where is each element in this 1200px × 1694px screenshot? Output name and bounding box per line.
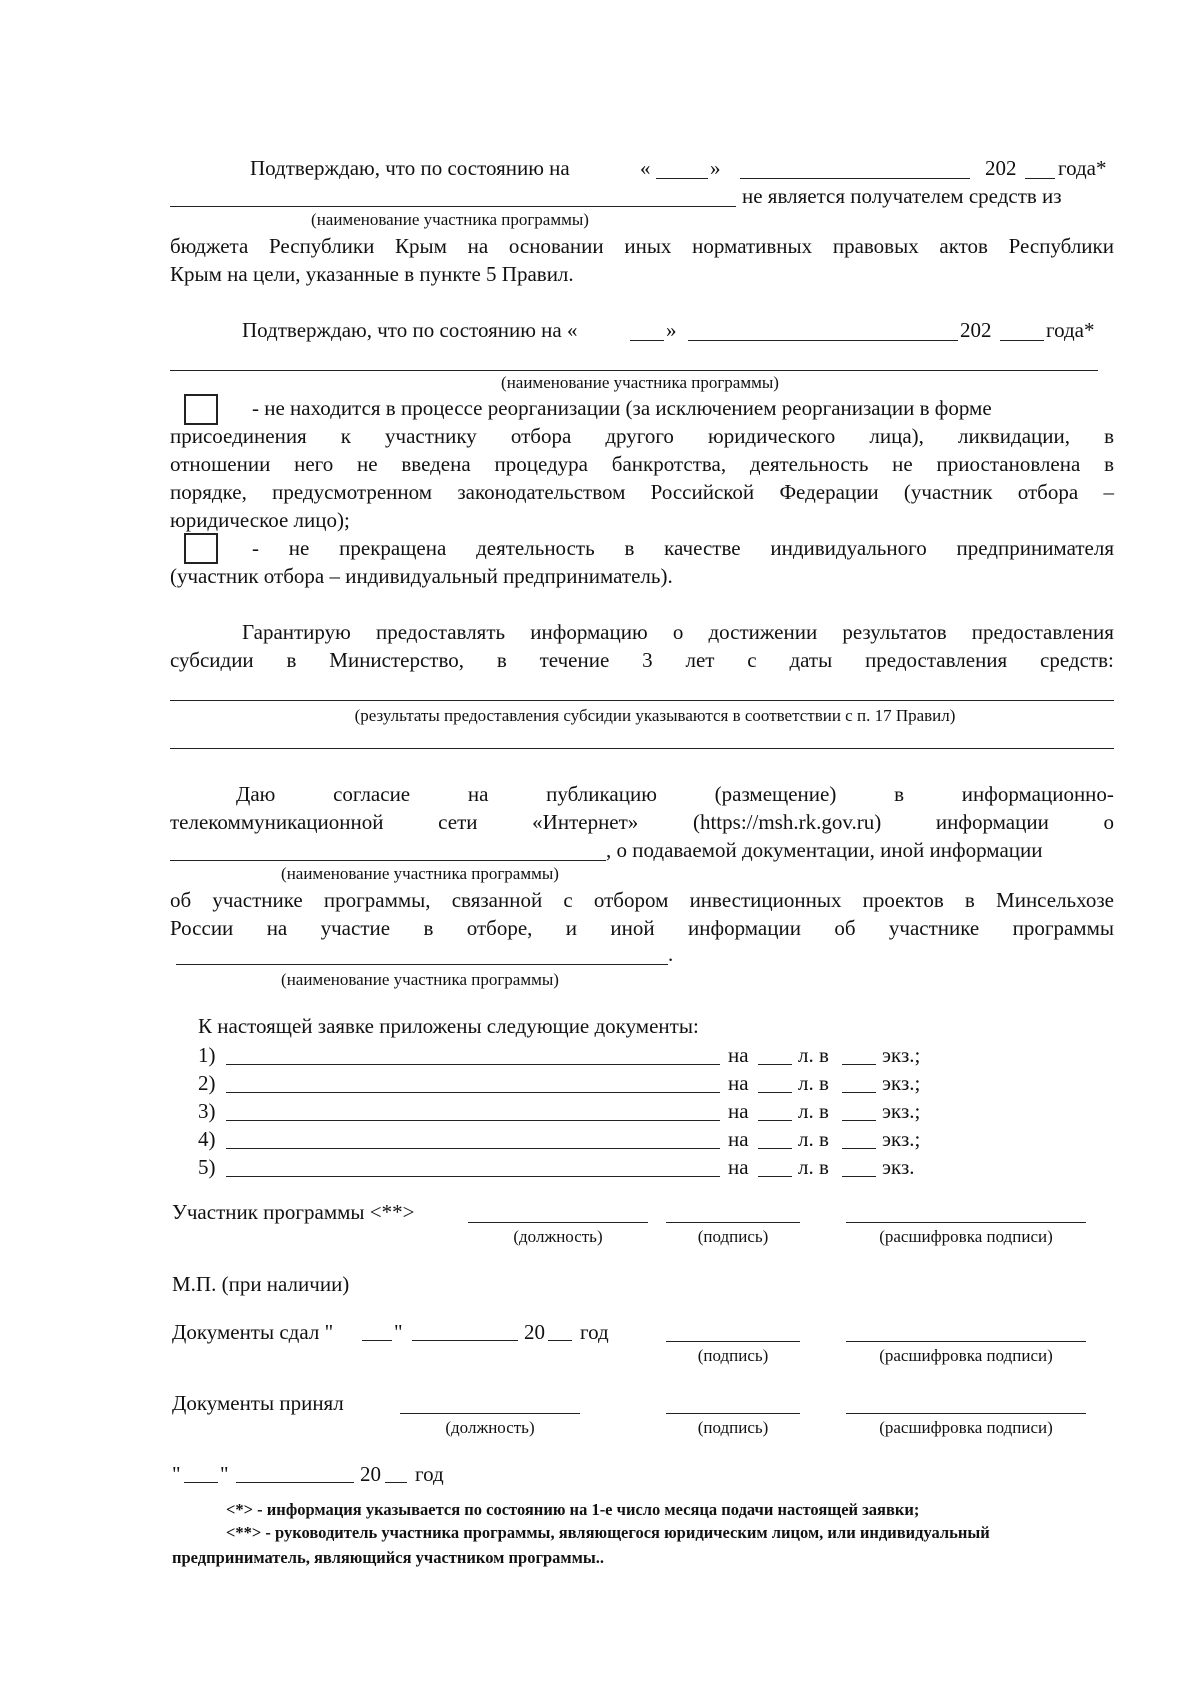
attachment-ekz: экз.; <box>882 1099 921 1123</box>
block4-line5: России на участие в отборе, и иной информации об участнике программы <box>170 916 1114 940</box>
date-open-quote: " <box>172 1462 181 1486</box>
block1-caption: (наименование участника программы) <box>311 210 589 229</box>
participant-decoding-field[interactable] <box>846 1222 1086 1223</box>
date-year-field[interactable] <box>385 1482 407 1483</box>
attachment-l: л. в <box>798 1127 829 1151</box>
submitted-day-field[interactable] <box>362 1340 392 1341</box>
block4-caption1: (наименование участника программы) <box>281 864 559 883</box>
attachment-na: на <box>728 1043 749 1067</box>
attachment-name-field[interactable] <box>226 1092 720 1093</box>
accepted-decoding-caption: (расшифровка подписи) <box>879 1418 1053 1437</box>
footnote-1: <*> - информация указывается по состоянию на 1-е число месяца подачи настоящей заявки; <box>226 1500 920 1519</box>
block4-line2: телекоммуникационной сети «Интернет» (https://msh.rk.gov.ru) информации о <box>170 810 1114 834</box>
block2-year-suffix: года* <box>1046 318 1095 342</box>
participant-label: Участник программы <**> <box>172 1200 415 1224</box>
attachment-copies-field[interactable] <box>842 1176 876 1177</box>
block1-line2: Крым на цели, указанные в пункте 5 Правил. <box>170 262 574 286</box>
attachment-l: л. в <box>798 1071 829 1095</box>
option2-last-line: (участник отбора – индивидуальный предприниматель). <box>170 564 673 588</box>
accepted-position-field[interactable] <box>400 1413 580 1414</box>
attachment-pages-field[interactable] <box>758 1092 792 1093</box>
submitted-signature-caption: (подпись) <box>697 1346 769 1365</box>
submitted-signature-field[interactable] <box>666 1341 800 1342</box>
attachment-name-field[interactable] <box>226 1120 720 1121</box>
date-day-field[interactable] <box>184 1482 218 1483</box>
block1-not-recipient: не является получателем средств из <box>742 184 1062 208</box>
submitted-quote: " <box>394 1320 403 1344</box>
block2-day-field[interactable] <box>630 340 664 341</box>
participant-position-field[interactable] <box>468 1222 648 1223</box>
block2-participant-field[interactable] <box>170 370 1098 371</box>
attachment-l: л. в <box>798 1043 829 1067</box>
attachment-name-field[interactable] <box>226 1148 720 1149</box>
block1-year-field[interactable] <box>1025 178 1055 179</box>
attachment-num: 2) <box>198 1071 216 1095</box>
block2-year-field[interactable] <box>1000 340 1044 341</box>
option2-first-line: - не прекращена деятельность в качестве индивидуального предпринимателя <box>252 536 1114 560</box>
submitted-year: 20 <box>524 1320 545 1344</box>
option1-line3: отношении него не введена процедура банкротства, деятельность не приостановлена в <box>170 452 1114 476</box>
participant-position-caption: (должность) <box>513 1227 603 1246</box>
participant-decoding-caption: (расшифровка подписи) <box>879 1227 1053 1246</box>
option1-checkbox[interactable] <box>184 394 218 425</box>
block1-year-suffix: года* <box>1058 156 1107 180</box>
attachment-name-field[interactable] <box>226 1064 720 1065</box>
attachment-num: 5) <box>198 1155 216 1179</box>
block4-caption2: (наименование участника программы) <box>281 970 559 989</box>
attachment-l: л. в <box>798 1099 829 1123</box>
block4-participant-field-2[interactable] <box>176 964 668 965</box>
date-year: 20 <box>360 1462 381 1486</box>
block3-line2: субсидии в Министерство, в течение 3 лет с даты предоставления средств: <box>170 648 1114 672</box>
submitted-label: Документы сдал " <box>172 1320 334 1344</box>
attachment-pages-field[interactable] <box>758 1148 792 1149</box>
submitted-month-field[interactable] <box>412 1340 518 1341</box>
attachment-na: на <box>728 1155 749 1179</box>
attachment-name-field[interactable] <box>226 1176 720 1177</box>
block1-month-field[interactable] <box>740 178 970 179</box>
block1-date-open: « <box>640 156 651 180</box>
block1-line1: бюджета Республики Крым на основании иных нормативных правовых актов Республики <box>170 234 1114 258</box>
attachment-num: 3) <box>198 1099 216 1123</box>
option1-last-line: юридическое лицо); <box>170 508 350 532</box>
stamp-label: М.П. (при наличии) <box>172 1272 350 1296</box>
block2-confirm-text: Подтверждаю, что по состоянию на « <box>242 318 578 342</box>
block4-line3-tail: , о подаваемой документации, иной информации <box>606 838 1043 862</box>
accepted-signature-caption: (подпись) <box>697 1418 769 1437</box>
option1-first-line: - не находится в процессе реорганизации (за исключением реорганизации в форме <box>252 396 992 420</box>
date-close-quote: " <box>220 1462 229 1486</box>
option2-checkbox[interactable] <box>184 533 218 564</box>
attachment-num: 1) <box>198 1043 216 1067</box>
block3-line1: Гарантирую предоставлять информацию о достижении результатов предоставления <box>242 620 1114 644</box>
block2-month-field[interactable] <box>688 340 958 341</box>
attachment-copies-field[interactable] <box>842 1120 876 1121</box>
results-field-2[interactable] <box>170 748 1114 749</box>
footnote-2-line1: <**> - руководитель участника программы, являющегося юридическим лицом, или индивидуальный <box>226 1523 990 1542</box>
attachment-copies-field[interactable] <box>842 1064 876 1065</box>
results-field-1[interactable] <box>170 700 1114 701</box>
block2-year-prefix: 202 <box>960 318 992 342</box>
block4-line4: об участнике программы, связанной с отбором инвестиционных проектов в Минсельхозе <box>170 888 1114 912</box>
attachment-ekz: экз. <box>882 1155 915 1179</box>
block3-caption: (результаты предоставления субсидии указываются в соответствии с п. 17 Правил) <box>354 706 956 725</box>
block1-date-close: » <box>710 156 721 180</box>
block2-caption: (наименование участника программы) <box>501 373 779 392</box>
attachment-copies-field[interactable] <box>842 1148 876 1149</box>
attachment-copies-field[interactable] <box>842 1092 876 1093</box>
attachments-heading: К настоящей заявке приложены следующие документы: <box>198 1014 699 1038</box>
option1-line4: порядке, предусмотренном законодательством Российской Федерации (участник отбора – <box>170 480 1114 504</box>
submitted-decoding-caption: (расшифровка подписи) <box>879 1346 1053 1365</box>
accepted-label: Документы принял <box>172 1391 344 1415</box>
date-year-word: год <box>415 1462 444 1486</box>
participant-signature-caption: (подпись) <box>697 1227 769 1246</box>
attachment-na: на <box>728 1099 749 1123</box>
block1-confirm-text: Подтверждаю, что по состоянию на <box>250 156 570 180</box>
attachment-ekz: экз.; <box>882 1127 921 1151</box>
attachment-pages-field[interactable] <box>758 1176 792 1177</box>
date-month-field[interactable] <box>236 1482 354 1483</box>
attachment-ekz: экз.; <box>882 1043 921 1067</box>
accepted-decoding-field[interactable] <box>846 1413 1086 1414</box>
attachment-na: на <box>728 1071 749 1095</box>
block4-participant-field-1[interactable] <box>170 860 606 861</box>
block1-day-field[interactable] <box>656 178 708 179</box>
block4-line1: Даю согласие на публикацию (размещение) в информационно- <box>236 782 1114 806</box>
block1-year-prefix: 202 <box>985 156 1017 180</box>
accepted-position-caption: (должность) <box>445 1418 535 1437</box>
attachment-na: на <box>728 1127 749 1151</box>
accepted-signature-field[interactable] <box>666 1413 800 1414</box>
attachment-pages-field[interactable] <box>758 1120 792 1121</box>
footnote-2-line2: предприниматель, являющийся участником программы.. <box>172 1548 604 1567</box>
submitted-decoding-field[interactable] <box>846 1341 1086 1342</box>
participant-signature-field[interactable] <box>666 1222 800 1223</box>
block1-participant-field[interactable] <box>170 206 736 207</box>
submitted-year-field[interactable] <box>548 1340 572 1341</box>
attachment-l: л. в <box>798 1155 829 1179</box>
attachment-ekz: экз.; <box>882 1071 921 1095</box>
submitted-year-word: год <box>580 1320 609 1344</box>
block4-line6-end: . <box>668 942 674 966</box>
attachment-num: 4) <box>198 1127 216 1151</box>
attachment-pages-field[interactable] <box>758 1064 792 1065</box>
option1-line2: присоединения к участнику отбора другого юридического лица), ликвидации, в <box>170 424 1114 448</box>
block2-date-close: » <box>666 318 677 342</box>
